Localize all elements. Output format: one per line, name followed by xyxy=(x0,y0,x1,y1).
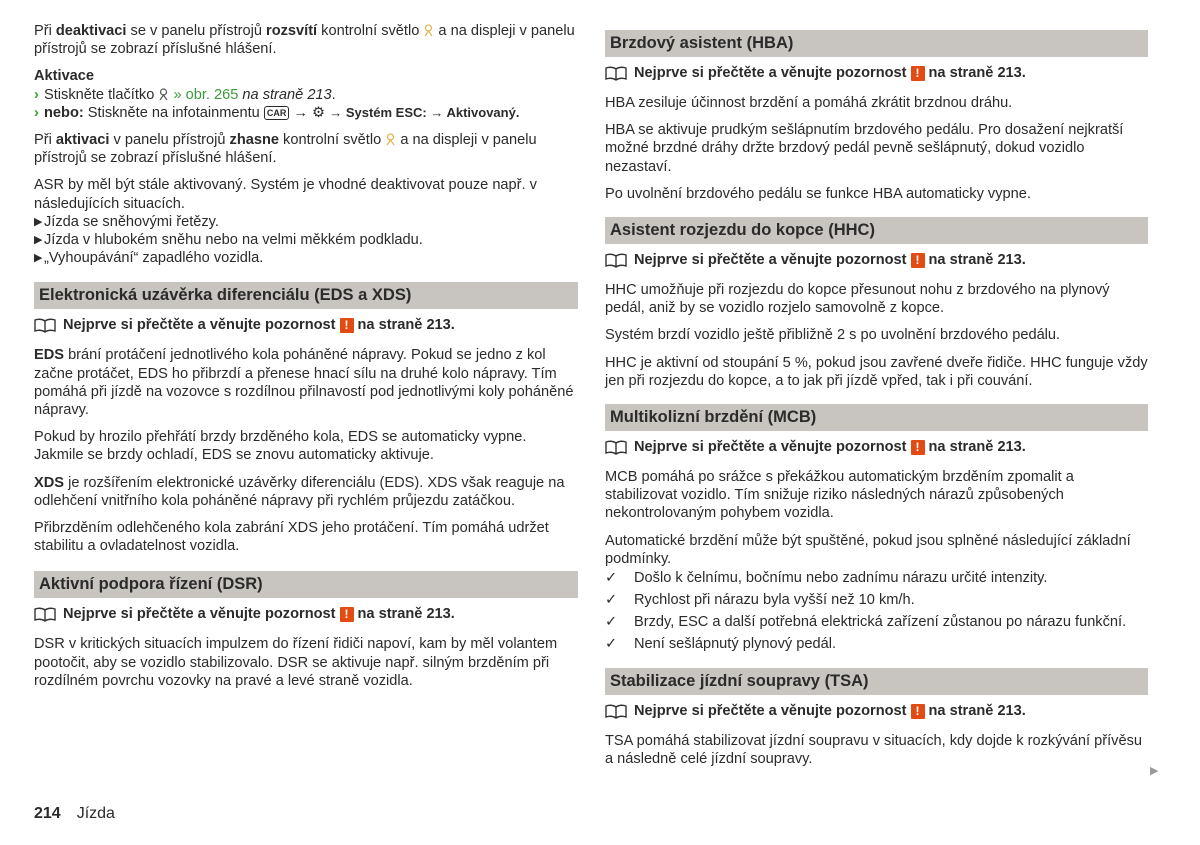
mcb-paragraph: Automatické brzdění může být spuštěné, pokud jsou splněné následující základní podmínky. xyxy=(605,532,1131,567)
warning-icon: ! xyxy=(911,440,925,455)
book-icon xyxy=(605,66,627,81)
dsr-paragraph: DSR v kritických situacích impulzem do řízení řidiči napoví, kam by měl volantem pootočit, aby se vozidlo stabilizovalo. DSR se aktivuje např. silným brzděním při rozdílném povrchu vozovky na pravé a levé straně vozidla. xyxy=(34,636,558,689)
right-column xyxy=(605,30,1148,777)
hba-paragraph: Po uvolnění brzdového pedálu se funkce HBA automaticky vypne. xyxy=(605,185,1031,202)
hba-paragraph: HBA zesiluje účinnost brzdění a pomáhá zkrátit brzdnou dráhu. xyxy=(605,95,1013,111)
section-title-hba: Brzdový asistent (HBA) xyxy=(605,30,1148,57)
list-item: ✓ Došlo k čelnímu, bočnímu nebo zadnímu nárazu určité intenzity. xyxy=(605,570,1048,587)
section-title-mcb: Multikolizní brzdění (MCB) xyxy=(605,404,1148,431)
figure-link[interactable]: » obr. 265 xyxy=(173,86,239,103)
continue-arrow-icon: ▶ xyxy=(1150,765,1159,777)
chapter-title: Jízda xyxy=(76,805,115,822)
activation-step-2: › nebo: Stiskněte na infotainmentu CAR → ⚙ → Systém ESC: → Aktivovaný. xyxy=(34,104,520,121)
warning-icon: ! xyxy=(911,704,925,719)
list-item: ✓ Rychlost při nárazu byla vyšší než 10 km/h. xyxy=(605,592,915,609)
section-title-tsa: Stabilizace jízdní soupravy (TSA) xyxy=(605,668,1148,695)
note-line: Nejprve si přečtěte a věnujte pozornost ! na straně 213. xyxy=(605,437,1148,457)
eds-paragraph: EDS brání protáčení jednotlivého kola poháněné nápravy. Pokud se jedno z kol začne protáčet, EDS ho přibrzdí a přenese hnací sílu na druhé kolo nápravy. Tím pomáhá při jízdě na vozovce s rozdílnou přilnavostí pod jednotlivými koly poháněné nápravy. xyxy=(34,347,574,419)
book-icon xyxy=(605,440,627,455)
note-line: Nejprve si přečtěte a věnujte pozornost ! na straně 213. xyxy=(605,63,1148,83)
car-button[interactable]: CAR xyxy=(264,106,290,120)
book-icon xyxy=(605,253,627,268)
left-column xyxy=(34,22,578,699)
note-line: Nejprve si přečtěte a věnujte pozornost ! na straně 213. xyxy=(605,250,1148,270)
list-item: ▶ Jízda se sněhovými řetězy. xyxy=(34,213,219,230)
book-icon xyxy=(34,318,56,333)
warning-icon: ! xyxy=(911,253,925,268)
eds-paragraph: Pokud by hrozilo přehřátí brzdy brzděného kola, EDS se automaticky vypne. Jakmile se brzdy ochladí, EDS se znovu automaticky aktivuje. xyxy=(34,429,527,464)
xds-paragraph: XDS je rozšířením elektronické uzávěrky diferenciálu (EDS). XDS však reaguje na odlehčení vnitřního kola poháněné nápravy při rychlém průjezdu zatáčkou. xyxy=(34,474,565,509)
esc-off-lamp-icon xyxy=(385,133,396,146)
page-footer xyxy=(34,805,115,823)
activation-title: Aktivace xyxy=(34,68,95,85)
book-icon xyxy=(605,704,627,719)
esc-off-lamp-icon xyxy=(423,24,434,37)
hhc-paragraph: HHC umožňuje při rozjezdu do kopce přesunout nohu z brzdového na plynový pedál, aniž by se vozidlo rozjelo samovolně z kopce. xyxy=(605,282,1110,317)
section-title-eds: Elektronická uzávěrka diferenciálu (EDS a XDS) xyxy=(34,282,578,309)
hhc-paragraph: Systém brzdí vozidlo ještě přibližně 2 s po uvolnění brzdového pedálu. xyxy=(605,327,1061,344)
list-item: ✓ Není sešlápnutý plynový pedál. xyxy=(605,636,837,653)
note-line: Nejprve si přečtěte a věnujte pozornost ! na straně 213. xyxy=(34,604,578,624)
warning-icon: ! xyxy=(340,318,354,333)
list-item: ✓ Brzdy, ESC a další potřebná elektrická zařízení zůstanou po nárazu funkční. xyxy=(605,614,1127,631)
section-title-dsr: Aktivní podpora řízení (DSR) xyxy=(34,571,578,598)
note-line: Nejprve si přečtěte a věnujte pozornost ! na straně 213. xyxy=(34,315,578,335)
tsa-paragraph: TSA pomáhá stabilizovat jízdní soupravu v situacích, kdy dojde k rozkývání přívěsu a následně celé jízdní soupravy. xyxy=(605,733,1142,768)
asr-paragraph: ASR by měl být stále aktivovaný. Systém je vhodné deaktivovat pouze např. v následujících situacích. xyxy=(34,177,537,212)
section-title-hhc: Asistent rozjezdu do kopce (HHC) xyxy=(605,217,1148,244)
hhc-paragraph: HHC je aktivní od stoupání 5 %, pokud jsou zavřené dveře řidiče. HHC funguje vždy jen při rozjezdu do kopce, a to jak při jízdě vpřed, tak i při couvání. xyxy=(605,354,1148,389)
esc-button-icon xyxy=(158,88,169,101)
list-item: ▶ „Vyhoupávání“ zapadlého vozidla. xyxy=(34,250,264,267)
mcb-paragraph: MCB pomáhá po srážce s překážkou automatickým brzděním zpomalit a stabilizovat vozidlo. Tím snižuje riziko následných nárazů způsobených nekontrolovaným pohybem vozidla. xyxy=(605,469,1074,522)
note-line: Nejprve si přečtěte a věnujte pozornost ! na straně 213. xyxy=(605,701,1148,721)
warning-icon: ! xyxy=(911,66,925,81)
settings-icon: ⚙ xyxy=(312,104,326,121)
warning-icon: ! xyxy=(340,607,354,622)
activation-step-1: › Stiskněte tlačítko » obr. 265 na straně 213. xyxy=(34,86,336,103)
intro-paragraph-activation: Při aktivaci v panelu přístrojů zhasne kontrolní světlo a na displeji v panelu přístrojů se zobrazí příslušné hlášení. xyxy=(34,132,537,167)
intro-paragraph-deactivation: Při deaktivaci se v panelu přístrojů rozsvítí kontrolní světlo a na displeji v panelu přístrojů se zobrazí příslušné hlášení. xyxy=(34,23,575,58)
book-icon xyxy=(34,607,56,622)
page-number: 214 xyxy=(34,805,61,822)
xds-paragraph: Přibrzděním odlehčeného kola zabrání XDS jeho protáčení. Tím pomáhá udržet stabilitu a ovladatelnost vozidla. xyxy=(34,520,549,555)
hba-paragraph: HBA se aktivuje prudkým sešlápnutím brzdového pedálu. Pro dosažení nejkratší možné brzdné dráhy držte brzdový pedál pevně sešlápnutý, dokud vozidlo nezastaví. xyxy=(605,122,1124,175)
list-item: ▶ Jízda v hlubokém sněhu nebo na velmi měkkém podkladu. xyxy=(34,232,423,249)
